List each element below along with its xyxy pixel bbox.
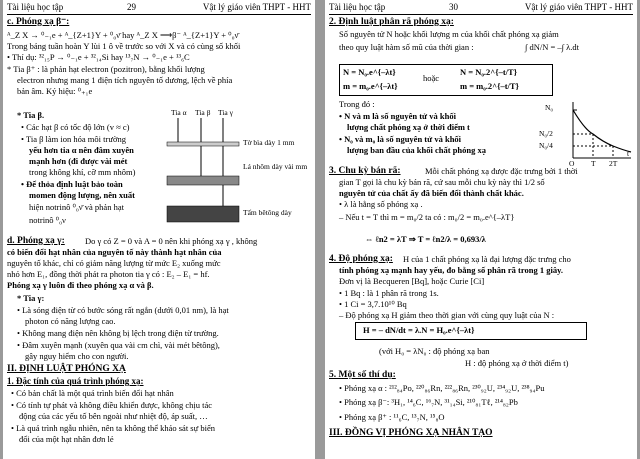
- formula-or: hoặc: [423, 73, 440, 83]
- text-line: gây nguy hiểm cho con người.: [25, 351, 129, 361]
- formula-m-exp: m = m₀.e^{–λt}: [343, 81, 398, 91]
- text-line: Trong đó :: [339, 99, 375, 109]
- text-line: • N₀ và m₀ là số nguyên tử và khối: [339, 134, 462, 144]
- text-line: trong không khí, cỡ mm nhôm): [29, 167, 136, 177]
- heading-artificial-isotopes: III. ĐỒNG VỊ PHÓNG XẠ NHÂN TẠO: [329, 428, 493, 438]
- text-line: H : độ phóng xạ ở thời điểm t): [465, 358, 569, 368]
- text-line: • Là sóng điện từ có bước sóng rất ngắn (dưới 0,01 nm), là hạt: [17, 305, 229, 315]
- text-line: • Thí dụ: ³²₁₅P → ⁰₋₁e + ³²₁₄Si hay ¹³₇N → ⁰₋₁e + ¹³₆C: [7, 52, 190, 62]
- text-line: lượng chất phóng xạ ở thời điểm t: [347, 122, 470, 132]
- equation-beta-minus: ᴬ_Z X → ⁰₋₁e + ᴬ_{Z+1}Y + ⁰₀ν̄ hay ᴬ_Z X ⟶β⁻ ᴬ_{Z+1}Y + ⁰₀ν̄: [7, 30, 239, 40]
- text-line: H của 1 chất phóng xạ là đại lượng đặc trưng cho: [403, 254, 571, 264]
- text-line: • Có bản chất là một quá trình biến đổi hạt nhân: [11, 388, 174, 398]
- text-line: nhỏ hơn E₁, đồng thời phát ra photon tia γ có : E₂ – E₁ = hf.: [7, 269, 210, 279]
- fig-label-aluminum: Lá nhôm dày vài mm: [243, 162, 308, 171]
- text-line: • Là quá trình ngẫu nhiên, nên ta không thể khảo sát sự biến: [11, 423, 215, 433]
- example-beta-plus: • Phóng xạ β⁺ : ¹¹₆C, ¹³₇N, ¹⁵₈O: [339, 412, 445, 422]
- example-alpha: • Phóng xạ α : ²¹²₈₄Po, ²²⁰₈₆Rn, ²²²₈₆Rn, ²³⁰₉₂U, ²³⁴₉₂U, ²³⁸₉₄Pu: [339, 383, 545, 393]
- text-line: notrinô ⁰₀ν: [29, 215, 66, 225]
- text-line: nguyên tử của chất ấy đã biến đổi thành chất khác.: [339, 188, 524, 198]
- heading-beta-minus: c. Phóng xạ β⁻:: [7, 17, 70, 27]
- text-line: bản âm. Ký hiệu: ⁰₊₁e: [17, 86, 93, 96]
- heading-activity: 4. Độ phóng xạ:: [329, 254, 393, 264]
- page-29: [3, 0, 315, 459]
- text-line: Mỗi chất phóng xạ được đặc trưng bởi 1 thời: [425, 166, 578, 176]
- fig-label-beta: Tia β: [195, 108, 211, 117]
- text-line: • 1 Bq : là 1 phân rã trong 1s.: [339, 288, 439, 298]
- text-line: nguyên tố khác, chỉ có giảm năng lượng từ mức E₂ xuống mức: [7, 258, 221, 268]
- fig-label-concrete: Tấm bêtông dày: [243, 208, 292, 217]
- text-line: Do γ có Z = 0 và A = 0 nên khi phóng xạ γ , không: [85, 236, 258, 246]
- example-beta-minus: • Phóng xạ β⁻: ³H₁, ¹⁴₆C, ¹⁶₇N, ³¹₁₄Si, ²¹⁰₈₁Tℓ, ²¹⁴₈₂Pb: [339, 397, 518, 407]
- page-header: [329, 2, 633, 15]
- header-course: Vật lý giáo viên THPT - HHT: [202, 2, 311, 12]
- half-life-condition: – Nếu t = T thì m = m₀/2 ta có : m₀/2 = m₀.e^{–λT}: [339, 212, 515, 222]
- heading-characteristics: 1. Đặc tính của quá trình phóng xạ:: [7, 376, 144, 386]
- text-line: lượng ban đầu của khối chất phóng xạ: [347, 145, 487, 155]
- text-line: – Độ phóng xạ H giảm theo thời gian với cùng quy luật của N :: [339, 310, 555, 320]
- integral-equation: ∫ dN/N = –∫ λ.dt: [525, 42, 579, 52]
- text-line: • Để thỏa định luật bảo toàn: [21, 179, 123, 189]
- text-line: momen động lượng, nên xuất: [29, 190, 135, 200]
- graph-y-n0: N₀: [545, 103, 554, 112]
- activity-formula: H = – dN/dt = λ.N = H₀.e^{–λt}: [363, 325, 475, 335]
- fig-label-alpha: Tia α: [171, 108, 187, 117]
- page-header: [7, 2, 311, 15]
- graph-x-axis: t: [627, 149, 630, 158]
- text-line: đổi của một hạt nhân đơn lẻ: [19, 434, 114, 444]
- text-line: Số nguyên tử N hoặc khối lượng m của khối chất phóng xạ giảm: [339, 29, 559, 39]
- text-line: động của các yếu tố bên ngoài như nhiệt độ, áp suất, …: [19, 411, 208, 421]
- formula-n-pow: N = N₀.2^{–t/T}: [460, 67, 518, 77]
- text-line: electron nhưng mang 1 điện tích nguyên tố dương, lệch về phía: [17, 75, 233, 85]
- header-page: 29: [127, 2, 136, 12]
- graph-y-half: N₀/2: [539, 129, 553, 138]
- text-line: • 1 Ci = 3,7.10¹⁰ Bq: [339, 299, 407, 309]
- text-line: • λ là hằng số phóng xạ .: [339, 199, 423, 209]
- text-line: * Tia β.: [17, 110, 45, 120]
- text-line: Phóng xạ γ luôn đi theo phóng xạ α và β.: [7, 280, 154, 290]
- text-line: gian T gọi là chu kỳ bán rã, cứ sau mỗi chu kỳ này thì 1/2 số: [339, 177, 545, 187]
- graph-x-t: T: [591, 159, 596, 168]
- graph-y-quarter: N₀/4: [539, 141, 553, 150]
- text-line: • Tia β làm ion hóa môi trường: [21, 134, 126, 144]
- heading-examples: 5. Một số thí dụ:: [329, 370, 396, 380]
- text-line: mạnh hơn (đi được vài mét: [29, 156, 128, 166]
- heading-decay-law: II. ĐỊNH LUẬT PHÓNG XẠ: [7, 364, 126, 374]
- half-life-formula: ⇔ ℓn2 = λT ⇒ T = ℓn2/λ = 0,693/λ: [365, 234, 486, 244]
- text-line: • Không mang điện nên không bị lệch trong điện từ trường.: [17, 328, 219, 338]
- formula-n-exp: N = N₀.e^{–λt}: [343, 67, 396, 77]
- header-course: Vật lý giáo viên THPT - HHT: [524, 2, 633, 12]
- header-page: 30: [449, 2, 458, 12]
- page-30: [325, 0, 637, 459]
- text-line: • N và m là số nguyên tử và khối: [339, 111, 456, 121]
- text-line: * Tia γ:: [17, 293, 45, 303]
- graph-origin: O: [569, 159, 575, 168]
- text-line: • Đâm xuyên mạnh (xuyên qua vài cm chì, vài mét bêtông),: [17, 340, 220, 350]
- heading-decay-law-2: 2. Định luật phân rã phóng xạ:: [329, 17, 454, 27]
- text-line: photon có năng lượng cao.: [25, 316, 116, 326]
- text-line: có biến đổi hạt nhân của nguyên tố này thành hạt nhân của: [7, 247, 222, 257]
- text-line: yếu hơn tia α nên đâm xuyên: [29, 145, 134, 155]
- text-line: hiện notrinô ⁰₀ν̄ và phản hạt: [29, 202, 124, 212]
- formula-m-pow: m = m₀.2^{–t/T}: [460, 81, 519, 91]
- text-line: theo quy luật hàm số mũ của thời gian :: [339, 42, 474, 52]
- heading-half-life: 3. Chu kỳ bán rã:: [329, 166, 401, 176]
- heading-gamma: d. Phóng xạ γ:: [7, 236, 65, 246]
- decay-curve-svg: [557, 98, 635, 164]
- text-line: • Các hạt β có tốc độ lớn (v ≈ c): [21, 122, 130, 132]
- fig-label-gamma: Tia γ: [218, 108, 233, 117]
- text-line: (với H₀ = λN₀ : độ phóng xạ ban: [379, 346, 490, 356]
- text-line: • Có tính tự phát và không điều khiển được, không chịu tác: [11, 400, 213, 410]
- graph-x-2t: 2T: [609, 159, 618, 168]
- text-line: Trong bảng tuần hoàn Y lùi 1 ô về trước so với X và có cùng số khối: [7, 41, 241, 51]
- header-doc: Tài liệu học tập: [7, 2, 64, 12]
- text-line: tính phóng xạ mạnh hay yếu, đo bằng số phân rã trong 1 giây.: [339, 265, 563, 275]
- text-line: Đơn vị là Becqueren [Bq], hoặc Curie [Ci]: [339, 276, 485, 286]
- text-line: * Tia β⁺ : là phản hạt electron (pozitron), bằng khối lượng: [7, 64, 205, 74]
- fig-label-cardboard: Tờ bìa dày 1 mm: [243, 138, 295, 147]
- header-doc: Tài liệu học tập: [329, 2, 386, 12]
